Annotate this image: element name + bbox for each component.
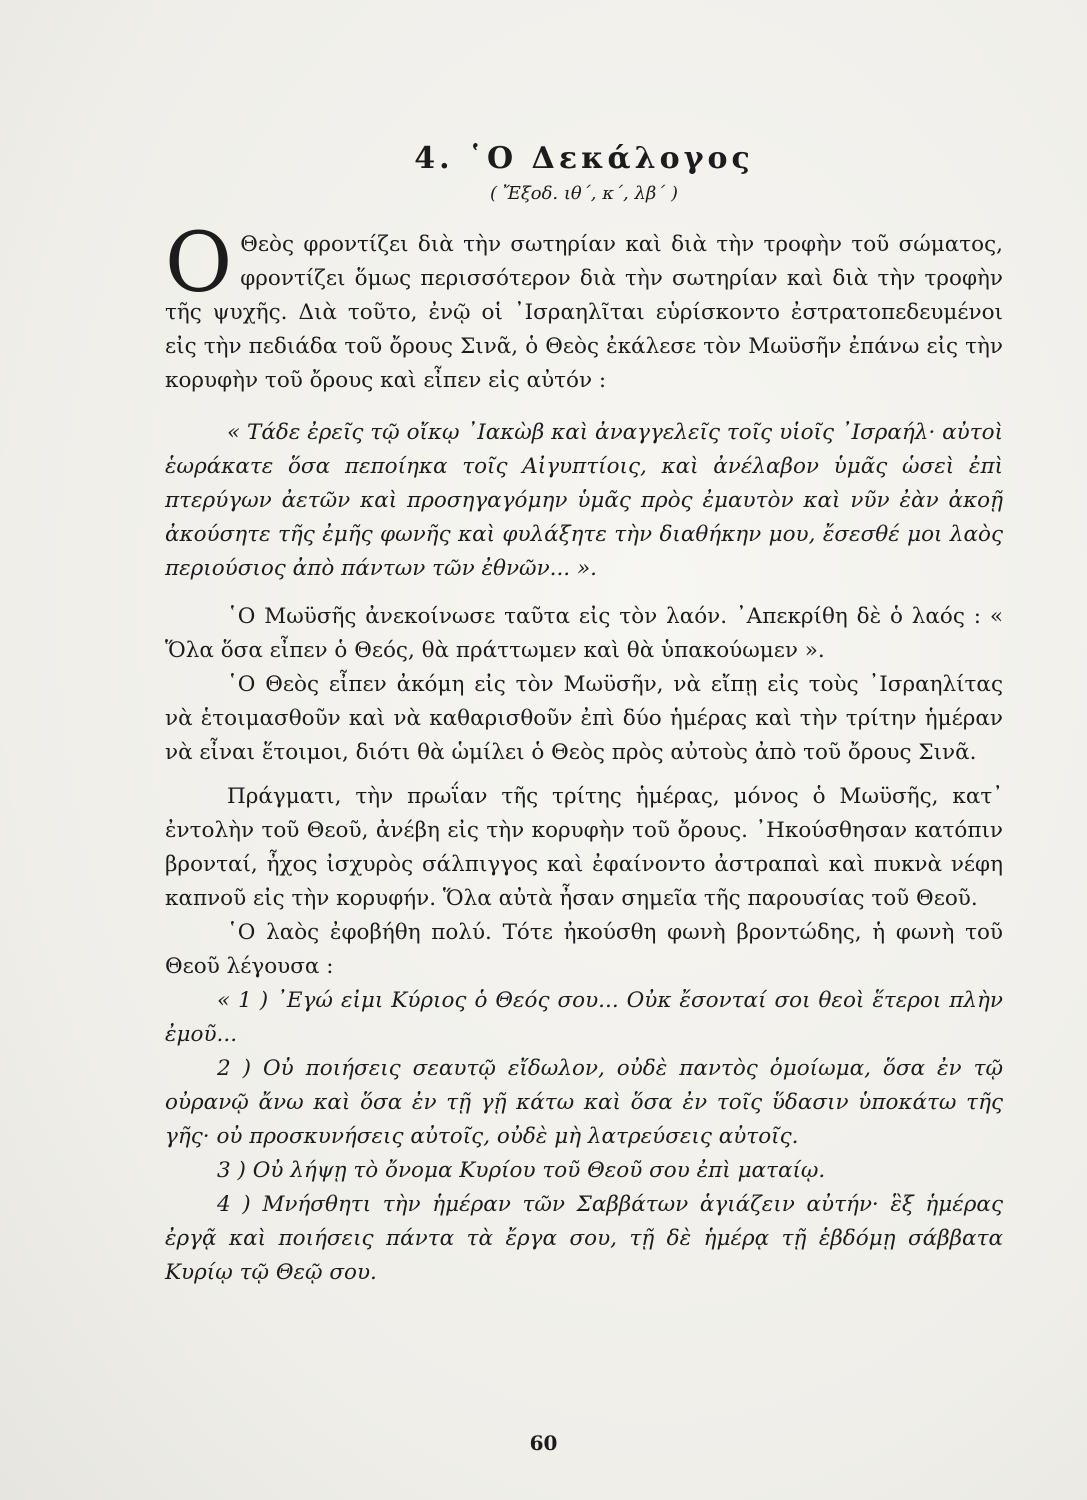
drop-cap: Ο bbox=[165, 216, 233, 311]
scripture-reference: ( Ἔξοδ. ιθ΄, κ΄, λβ΄ ) bbox=[489, 183, 679, 204]
intro-paragraph bbox=[165, 216, 1003, 398]
commandment-1: « 1 ) ᾿Εγώ εἰμι Κύριος ὁ Θεός σου... Οὐκ ἔσονταί σοι θεοὶ ἕτεροι πλὴν ἐμοῦ... bbox=[165, 988, 1003, 1047]
paragraph-third-day: Πράγματι, τὴν πρωΐαν τῆς τρίτης ἡμέρας, μόνος ὁ Μωϋσῆς, κατ᾿ ἐντολὴν τοῦ Θεοῦ, ἀνέβη εἰς τὴν κορυφὴν τοῦ ὄρους. ᾿Ηκούσθησαν κατόπιν βρονταί, ἦχος ἰσχυρὸς σάλπιγγος καὶ ἐφαίνοντο ἀστραπαὶ καὶ πυκνὰ νέφη καπνοῦ εἰς τὴν κορυφήν. Ὅλα αὐτὰ ἦσαν σημεῖα τῆς παρουσίας τοῦ Θεοῦ. bbox=[165, 784, 1003, 911]
divine-quote: « Τάδε ἐρεῖς τῷ οἴκῳ ᾿Ιακὼβ καὶ ἀναγγελεῖς τοῖς υἱοῖς ᾿Ισραήλ· αὐτοὶ ἑωράκατε ὅσα πεποίηκα τοῖς Αἰγυπτίοις, καὶ ἀνέλαβον ὑμᾶς ὡσεὶ ἐπὶ πτερύγων ἀετῶν καὶ προσηγαγόμην ὑμᾶς πρὸς ἐμαυτὸν καὶ νῦν ἐὰν ἀκοῇ ἀκούσητε τῆς ἐμῆς φωνῆς καὶ φυλάξητε τὴν διαθήκην μου, ἔσεσθέ μοι λαὸς περιούσιος ἀπὸ πάντων τῶν ἐθνῶν... ». bbox=[165, 420, 1003, 581]
page-content bbox=[165, 140, 1003, 1290]
paragraph-voice: ῾Ο λαὸς ἐφοβήθη πολύ. Τότε ἠκούσθη φωνὴ βροντώδης, ἡ φωνὴ τοῦ Θεοῦ λέγουσα : bbox=[165, 920, 1003, 979]
paragraph-people-answer: ῾Ο Μωϋσῆς ἀνεκοίνωσε ταῦτα εἰς τὸν λαόν. ᾿Απεκρίθη δὲ ὁ λαός : « Ὅλα ὅσα εἶπεν ὁ Θεός, θὰ πράττωμεν καὶ θὰ ὑπακούωμεν ». bbox=[165, 604, 1003, 663]
chapter-title: 4. ῾Ο Δεκάλογος bbox=[414, 141, 754, 176]
paragraph-preparation: ῾Ο Θεὸς εἶπεν ἀκόμη εἰς τὸν Μωϋσῆν, νὰ εἴπῃ εἰς τοὺς ᾿Ισραηλίτας νὰ ἑτοιμασθοῦν καὶ νὰ καθαρισθοῦν ἐπὶ δύο ἡμέρας καὶ τὴν τρίτην ἡμέραν νὰ εἶναι ἕτοιμοι, διότι θὰ ὡμίλει ὁ Θεὸς πρὸς αὐτοὺς ἀπὸ τοῦ ὄρους Σινᾶ. bbox=[165, 672, 1003, 765]
page-number: 60 bbox=[529, 1431, 558, 1455]
commandment-3: 3 ) Οὐ λήψῃ τὸ ὄνομα Κυρίου τοῦ Θεοῦ σου ἐπὶ ματαίῳ. bbox=[217, 1158, 826, 1183]
commandment-2: 2 ) Οὐ ποιήσεις σεαυτῷ εἴδωλον, οὐδὲ παντὸς ὁμοίωμα, ὅσα ἐν τῷ οὐρανῷ ἄνω καὶ ὅσα ἐν τῇ γῇ κάτω καὶ ὅσα ἐν τοῖς ὕδασιν ὑποκάτω τῆς γῆς· οὐ προσκυνήσεις αὐτοῖς, οὐδὲ μὴ λατρεύσεις αὐτοῖς. bbox=[165, 1056, 1003, 1149]
commandment-4: 4 ) Μνήσθητι τὴν ἡμέραν τῶν Σαββάτων ἁγιάζειν αὐτήν· ἓξ ἡμέρας ἐργᾷ καὶ ποιήσεις πάντα τὰ ἔργα σου, τῇ δὲ ἡμέρᾳ τῇ ἑβδόμῃ σάββατα Κυρίῳ τῷ Θεῷ σου. bbox=[165, 1192, 1003, 1285]
intro-text: Θεὸς φροντίζει διὰ τὴν σωτηρίαν καὶ διὰ τὴν τροφὴν τοῦ σώματος, φροντίζει ὅμως περισσότερον διὰ τὴν σωτηρίαν καὶ διὰ τὴν τροφὴν τῆς ψυχῆς. Διὰ τοῦτο, ἐνῷ οἱ ᾿Ισραηλῖται εὑρίσκοντο ἐστρατοπεδευμένοι εἰς τὴν πεδιάδα τοῦ ὄρους Σινᾶ, ὁ Θεὸς ἐκάλεσε τὸν Μωϋσῆν ἐπάνω εἰς τὴν κορυφὴν τοῦ ὄρους καὶ εἶπεν εἰς αὐτόν : bbox=[165, 232, 1003, 393]
